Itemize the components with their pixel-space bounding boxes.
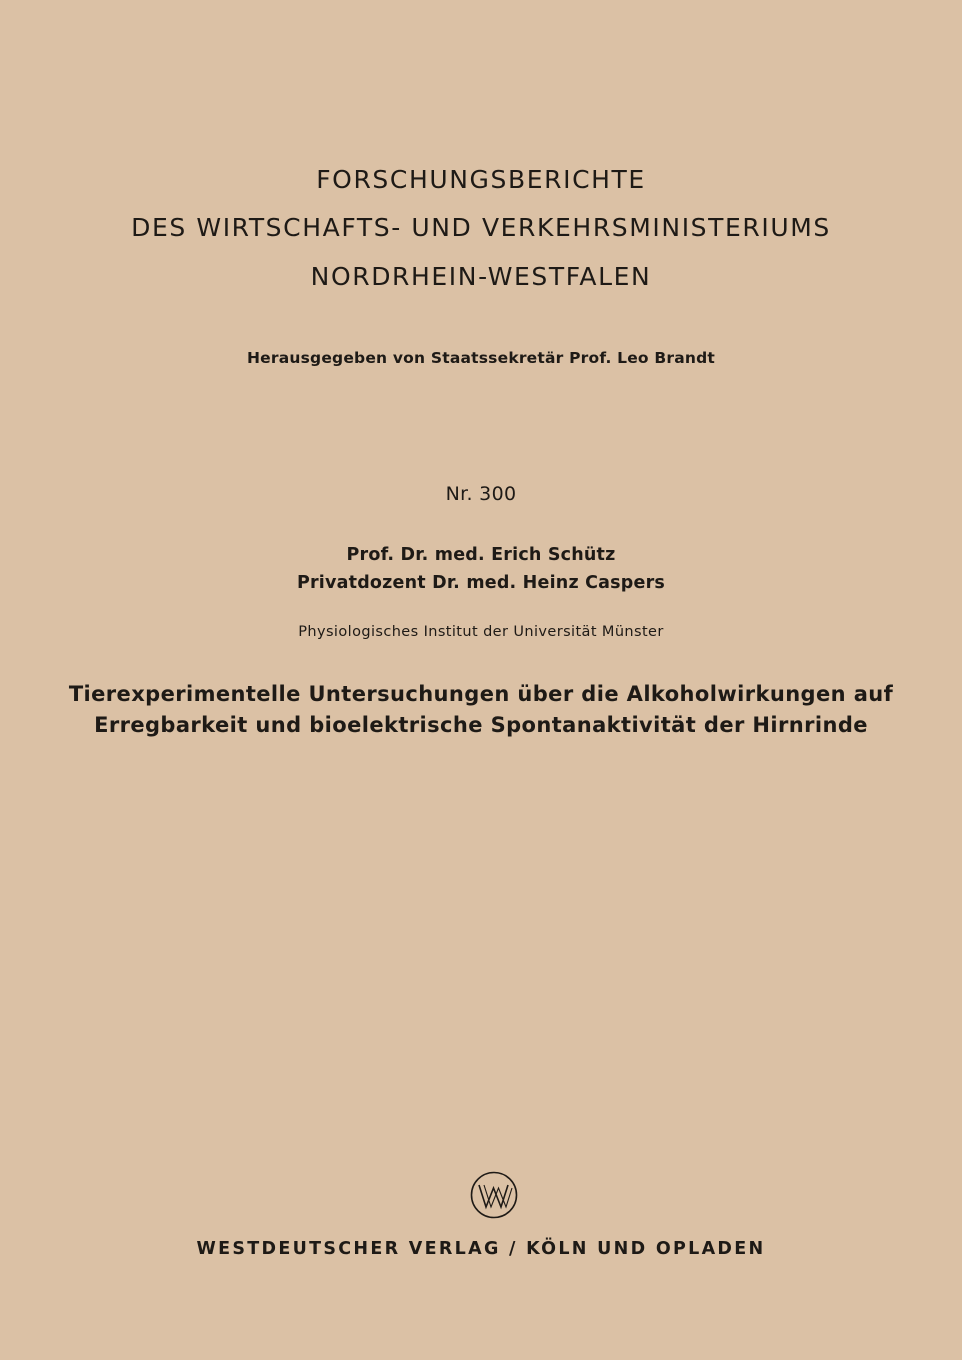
author-1: Prof. Dr. med. Erich Schütz (346, 545, 616, 565)
institute: Physiologisches Institut der Universität Münster (298, 624, 664, 640)
series-title-line-1: FORSCHUNGSBERICHTE (316, 165, 646, 194)
westdeutscher-verlag-ww-logo-icon (469, 1170, 519, 1220)
editor-line: Herausgegeben von Staatssekretär Prof. Leo Brandt (246, 349, 716, 367)
publisher-line: WESTDEUTSCHER VERLAG / KÖLN UND OPLADEN (196, 1239, 766, 1259)
book-title-line-1: Tierexperimentelle Untersuchungen über die Alkoholwirkungen auf (68, 682, 894, 706)
volume-number: Nr. 300 (445, 483, 517, 505)
series-title-line-3: NORDRHEIN-WESTFALEN (310, 262, 652, 291)
author-2: Privatdozent Dr. med. Heinz Caspers (296, 573, 666, 593)
series-title-line-2: DES WIRTSCHAFTS- UND VERKEHRSMINISTERIUMS (131, 213, 831, 242)
book-title-line-2: Erregbarkeit und bioelektrische Spontanaktivität der Hirnrinde (94, 713, 868, 737)
